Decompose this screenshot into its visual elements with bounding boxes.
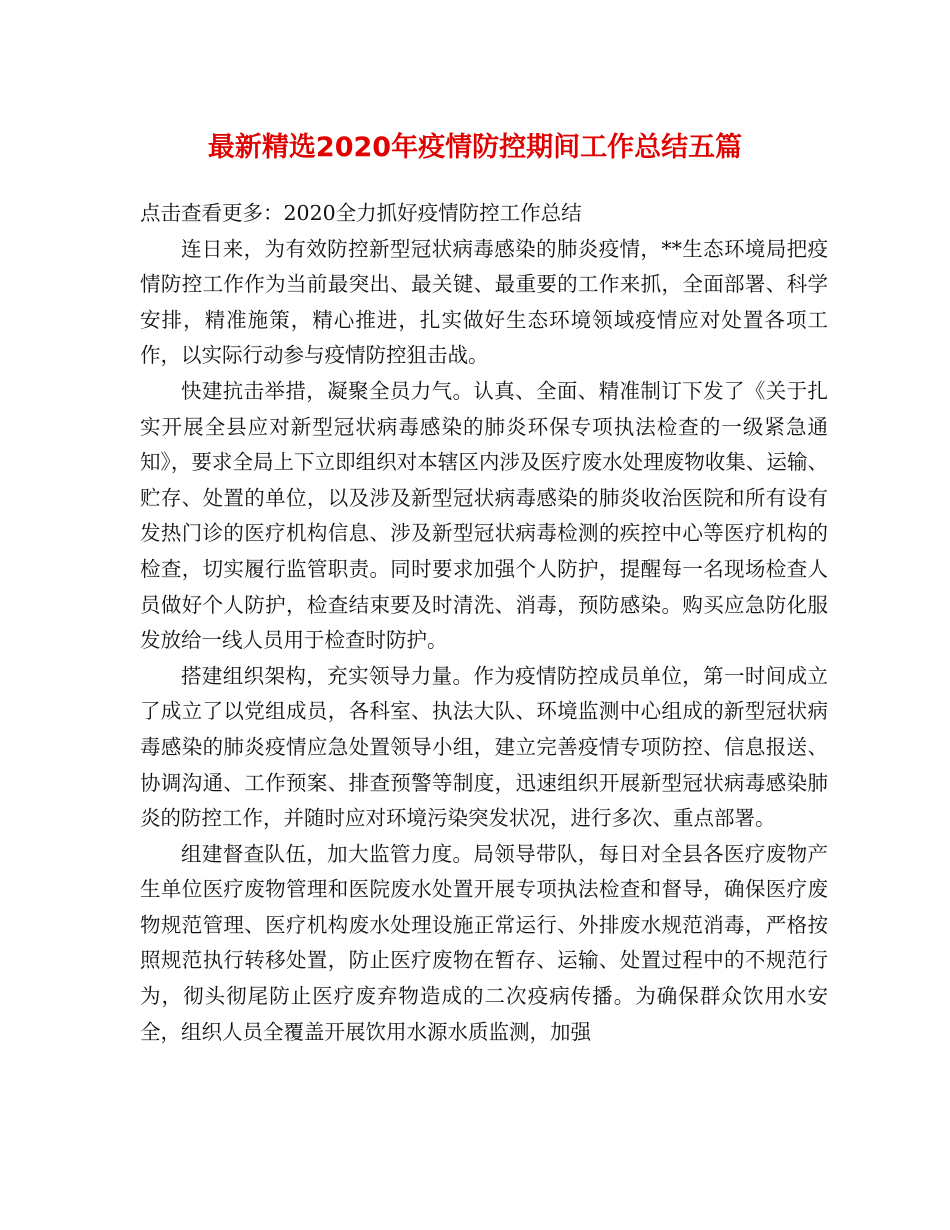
paragraph: 连日来，为有效防控新型冠状病毒感染的肺炎疫情，**生态环境局把疫情防控工作作为当前最突出、最关键、最重要的工作来抓，全面部署、科学安排，精准施策，精心推进，扎实做好生态环境领域疫情应对处置各项工作，以实际行动参与疫情防控狙击战。 (140, 236, 828, 368)
more-link[interactable]: 点击查看更多：2020全力抓好疫情防控工作总结 (140, 201, 582, 225)
paragraph: 搭建组织架构，充实领导力量。作为疫情防控成员单位，第一时间成立了成立了以党组成员，各科室、执法大队、环境监测中心组成的新型冠状病毒感染的肺炎疫情应急处置领导小组，建立完善疫情专项防控、信息报送、协调沟通、工作预案、排查预警等制度，迅速组织开展新型冠状病毒感染肺炎的防控工作，并随时应对环境污染突发状况，进行多次、重点部署。 (140, 663, 828, 831)
document-body (140, 196, 828, 1050)
paragraph: 组建督查队伍，加大监管力度。局领导带队，每日对全县各医疗废物产生单位医疗废物管理和医院废水处置开展专项执法检查和督导，确保医疗废物规范管理、医疗机构废水处理设施正常运行、外排废水规范消毒，严格按照规范执行转移处置，防止医疗废物在暂存、运输、处置过程中的不规范行为，彻头彻尾防止医疗废弃物造成的二次疫病传播。为确保群众饮用水安全，组织人员全覆盖开展饮用水源水质监测，加强 (140, 841, 828, 1044)
paragraph: 快建抗击举措，凝聚全员力气。认真、全面、精准制订下发了《关于扎实开展全县应对新型冠状病毒感染的肺炎环保专项执法检查的一级紧急通知》，要求全局上下立即组织对本辖区内涉及医疗废水处理废物收集、运输、贮存、处置的单位，以及涉及新型冠状病毒感染的肺炎收治医院和所有设有发热门诊的医疗机构信息、涉及新型冠状病毒检测的疾控中心等医疗机构的检查，切实履行监管职责。同时要求加强个人防护，提醒每一名现场检查人员做好个人防护，检查结束要及时清洗、消毒，预防感染。购买应急防化服发放给一线人员用于检查时防护。 (140, 378, 828, 653)
document-title: 最新精选2020年疫情防控期间工作总结五篇 (207, 132, 743, 163)
